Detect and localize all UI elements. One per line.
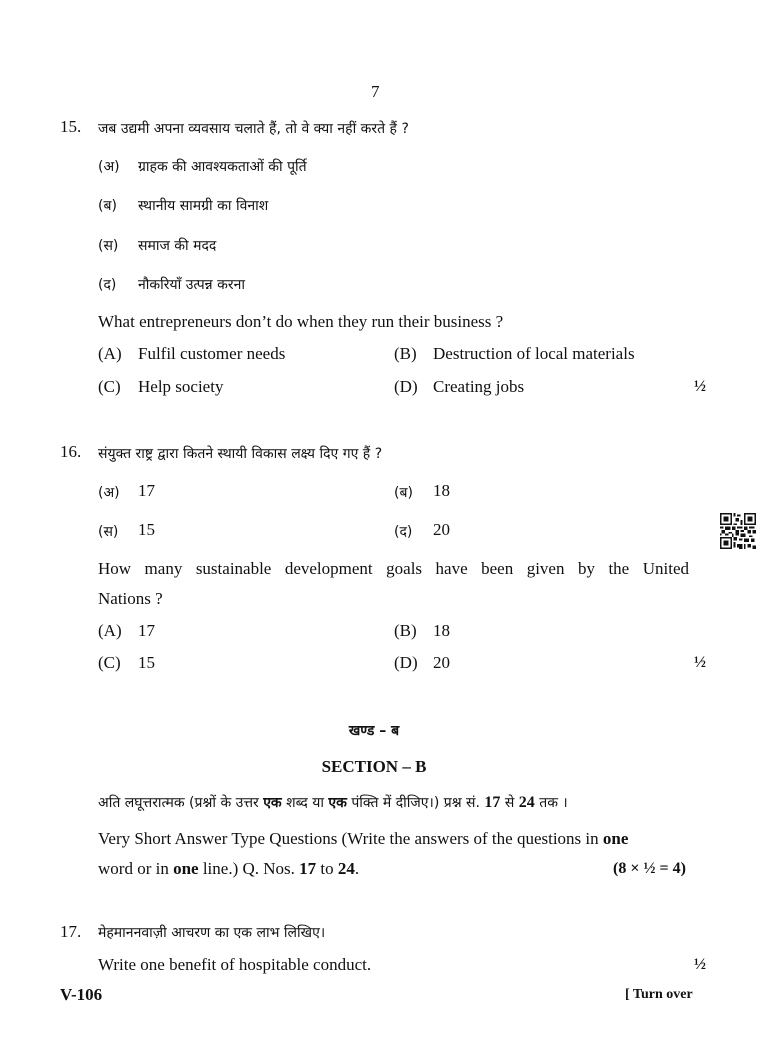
q16-en-option-label-a: (A) (98, 621, 122, 640)
q16-hindi-option-text-3: 15 (138, 520, 155, 539)
q15-hindi-option-label-1: (अ) (98, 159, 120, 175)
q15-hindi-option-label-4: (द) (98, 277, 117, 293)
q17-marks: ½ (694, 956, 706, 973)
q15-en-option-text-a: Fulfil customer needs (138, 344, 286, 363)
q15-en-option-text-d: Creating jobs (433, 377, 525, 396)
q15-en-option-label-b: (B) (394, 344, 417, 363)
q15-en-option-label-c: (C) (98, 377, 121, 396)
q16-marks: ½ (694, 654, 706, 671)
section-b-english-instructions-line2: word or in one line.) Q. Nos. 17 to 24. (98, 859, 360, 878)
footer-paper-code: V-106 (60, 985, 103, 1004)
section-b-english-instructions-line1: Very Short Answer Type Questions (Write the answers of the questions in one (98, 829, 629, 848)
q15-english-question: What entrepreneurs don’t do when they run their business ? (98, 312, 504, 331)
q16-en-option-label-b: (B) (394, 621, 417, 640)
q15-hindi-option-text-1: ग्राहक की आवश्यकताओं की पूर्ति (138, 159, 307, 175)
q16-hindi-question: संयुक्त राष्ट्र द्वारा कितने स्थायी विकास लक्ष्य दिए गए हैं ? (98, 446, 383, 462)
q15-hindi-option-text-3: समाज की मदद (138, 238, 217, 254)
q16-en-option-text-a: 17 (138, 621, 155, 640)
q15-marks: ½ (694, 378, 706, 395)
q16-number: 16. (60, 442, 82, 461)
page-number: 7 (371, 82, 380, 101)
section-b-english-title: SECTION – B (321, 757, 427, 776)
q16-hindi-option-text-1: 17 (138, 481, 155, 500)
q15-en-option-text-c: Help society (138, 377, 224, 396)
q16-en-option-label-d: (D) (394, 653, 418, 672)
q15-en-option-label-d: (D) (394, 377, 418, 396)
q16-hindi-option-text-2: 18 (433, 481, 450, 500)
q16-en-option-text-c: 15 (138, 653, 155, 672)
q16-hindi-option-label-3: (स) (98, 524, 119, 540)
q16-english-question-line2: Nations ? (98, 589, 163, 608)
q15-hindi-option-label-3: (स) (98, 238, 119, 254)
q17-english-question: Write one benefit of hospitable conduct. (98, 955, 372, 974)
q16-en-option-text-b: 18 (433, 621, 450, 640)
q16-hindi-option-text-4: 20 (433, 520, 450, 539)
q15-en-option-text-b: Destruction of local materials (433, 344, 635, 363)
q16-hindi-option-label-2: (ब) (394, 485, 413, 501)
q16-hindi-option-label-1: (अ) (98, 485, 120, 501)
q17-number: 17. (60, 922, 82, 941)
q16-en-option-label-c: (C) (98, 653, 121, 672)
q16-english-question-line1: How many sustainable development goals have been given by the United (98, 559, 689, 578)
q15-number: 15. (60, 117, 82, 136)
footer-turn-over: [ Turn over (625, 987, 693, 1002)
q15-hindi-question: जब उद्यमी अपना व्यवसाय चलाते हैं, तो वे क्या नहीं करते हैं ? (98, 121, 409, 137)
q16-en-option-text-d: 20 (433, 653, 450, 672)
q15-en-option-label-a: (A) (98, 344, 122, 363)
section-b-marks-total: (8 × ½ = 4) (613, 860, 686, 877)
q17-hindi-question: मेहमाननवाज़ी आचरण का एक लाभ लिखिए। (98, 925, 326, 941)
q15-hindi-option-text-4: नौकरियाँ उत्पन्न करना (138, 277, 245, 293)
section-b-hindi-instructions: अति लघूत्तरात्मक (प्रश्नों के उत्तर एक शब्द या एक पंक्ति में दीजिए।) प्रश्न सं. 17 से 24 तक । (98, 794, 568, 811)
q16-hindi-option-label-4: (द) (394, 524, 413, 540)
q15-hindi-option-text-2: स्थानीय सामग्री का विनाश (138, 198, 269, 214)
q15-hindi-option-label-2: (ब) (98, 198, 117, 214)
qr-code-icon (720, 513, 756, 549)
section-b-hindi-title: खण्ड – ब (348, 723, 400, 739)
